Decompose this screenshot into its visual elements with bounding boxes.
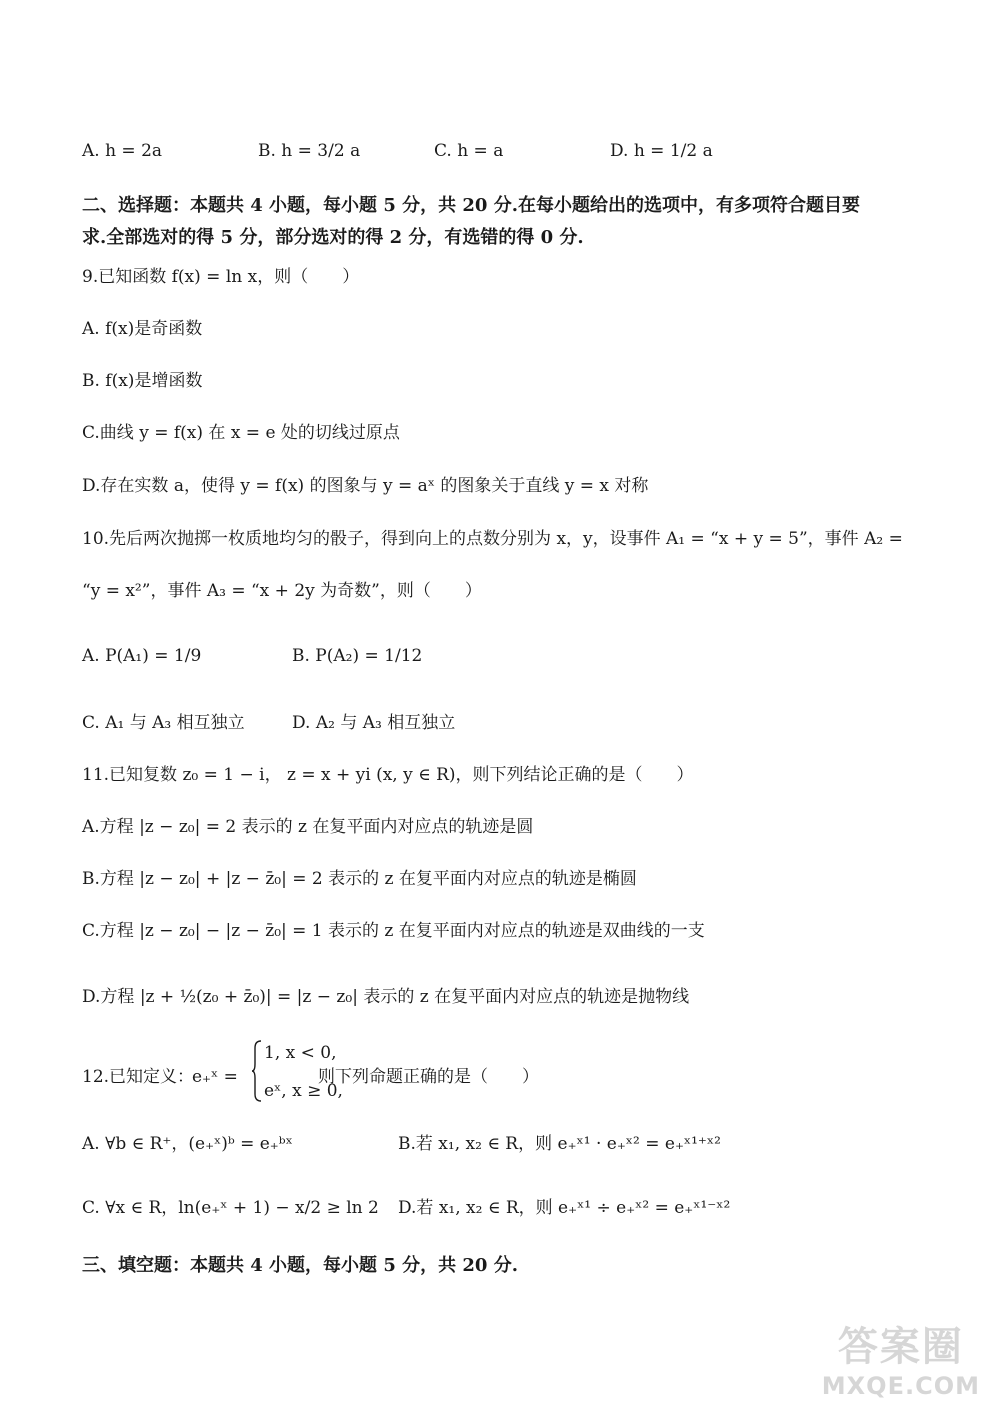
watermark-url: MXQE.COM <box>821 1372 980 1400</box>
q12-stem-suffix: 则下列命题正确的是（ ） <box>318 1067 539 1087</box>
q9-option-c: C.曲线 y = f(x) 在 x = e 处的切线过原点 <box>82 423 400 443</box>
q12-definition-lhs: e₊ˣ = <box>192 1067 238 1087</box>
section2-heading-line2: 求.全部选对的得 5 分，部分选对的得 2 分，有选错的得 0 分. <box>82 227 584 248</box>
q11-option-c: C.方程 |z − z₀| − |z − z̄₀| = 1 表示的 z 在复平面内对应点的轨迹是双曲线的一支 <box>82 921 705 941</box>
q12-option-a: A. ∀b ∈ R⁺，(e₊ˣ)ᵇ = e₊ᵇˣ <box>82 1134 293 1154</box>
q10-option-c: C. A₁ 与 A₃ 相互独立 <box>82 713 245 733</box>
q10-option-b: B. P(A₂) = 1/12 <box>292 646 423 666</box>
q11-option-a: A.方程 |z − z₀| = 2 表示的 z 在复平面内对应点的轨迹是圆 <box>82 817 534 837</box>
q11-option-d: D.方程 |z + ½(z₀ + z̄₀)| = |z − z₀| 表示的 z 在复平面内对应点的轨迹是抛物线 <box>82 987 690 1007</box>
q10-stem-line1: 10.先后两次抛掷一枚质地均匀的骰子，得到向上的点数分别为 x，y，设事件 A₁ = “x + y = 5”，事件 A₂ = <box>82 529 903 549</box>
q10-option-d: D. A₂ 与 A₃ 相互独立 <box>292 713 456 733</box>
q9-option-d: D.存在实数 a，使得 y = f(x) 的图象与 y = aˣ 的图象关于直线 y = x 对称 <box>82 476 649 496</box>
section2-heading-line1: 二、选择题：本题共 4 小题，每小题 5 分，共 20 分.在每小题给出的选项中，有多项符合题目要 <box>82 195 860 216</box>
q8-option-c: C. h = a <box>434 141 504 161</box>
q10-option-a: A. P(A₁) = 1/9 <box>82 646 202 666</box>
q12-option-c: C. ∀x ∈ R，ln(e₊ˣ + 1) − x/2 ≥ ln 2 <box>82 1198 379 1218</box>
q12-case-1: 1, x < 0, <box>264 1043 337 1063</box>
q12-case-2: eˣ, x ≥ 0, <box>264 1081 343 1101</box>
q9-option-a: A. f(x)是奇函数 <box>82 319 203 339</box>
section3-heading: 三、填空题：本题共 4 小题，每小题 5 分，共 20 分. <box>82 1255 518 1276</box>
watermark-logo: 答案圈 <box>837 1324 964 1370</box>
q12-brace <box>252 1040 262 1102</box>
q11-option-b: B.方程 |z − z₀| + |z − z̄₀| = 2 表示的 z 在复平面内对应点的轨迹是椭圆 <box>82 869 637 889</box>
q10-stem-line2: “y = x²”，事件 A₃ = “x + 2y 为奇数”，则（ ） <box>82 581 482 601</box>
q12-option-b: B.若 x₁, x₂ ∈ R，则 e₊ˣ¹ · e₊ˣ² = e₊ˣ¹⁺ˣ² <box>398 1134 721 1154</box>
q11-stem: 11.已知复数 z₀ = 1 − i， z = x + yi (x, y ∈ R)，则下列结论正确的是（ ） <box>82 765 694 785</box>
watermark <box>822 1315 980 1400</box>
q9-stem: 9.已知函数 f(x) = ln x，则（ ） <box>82 267 360 287</box>
q8-option-d: D. h = 1/2 a <box>610 141 713 161</box>
q12-stem-prefix: 12.已知定义： <box>82 1067 195 1087</box>
q9-option-b: B. f(x)是增函数 <box>82 371 203 391</box>
q8-option-a: A. h = 2a <box>82 141 163 161</box>
q8-option-b: B. h = 3/2 a <box>258 141 361 161</box>
q12-option-d: D.若 x₁, x₂ ∈ R，则 e₊ˣ¹ ÷ e₊ˣ² = e₊ˣ¹⁻ˣ² <box>398 1198 731 1218</box>
